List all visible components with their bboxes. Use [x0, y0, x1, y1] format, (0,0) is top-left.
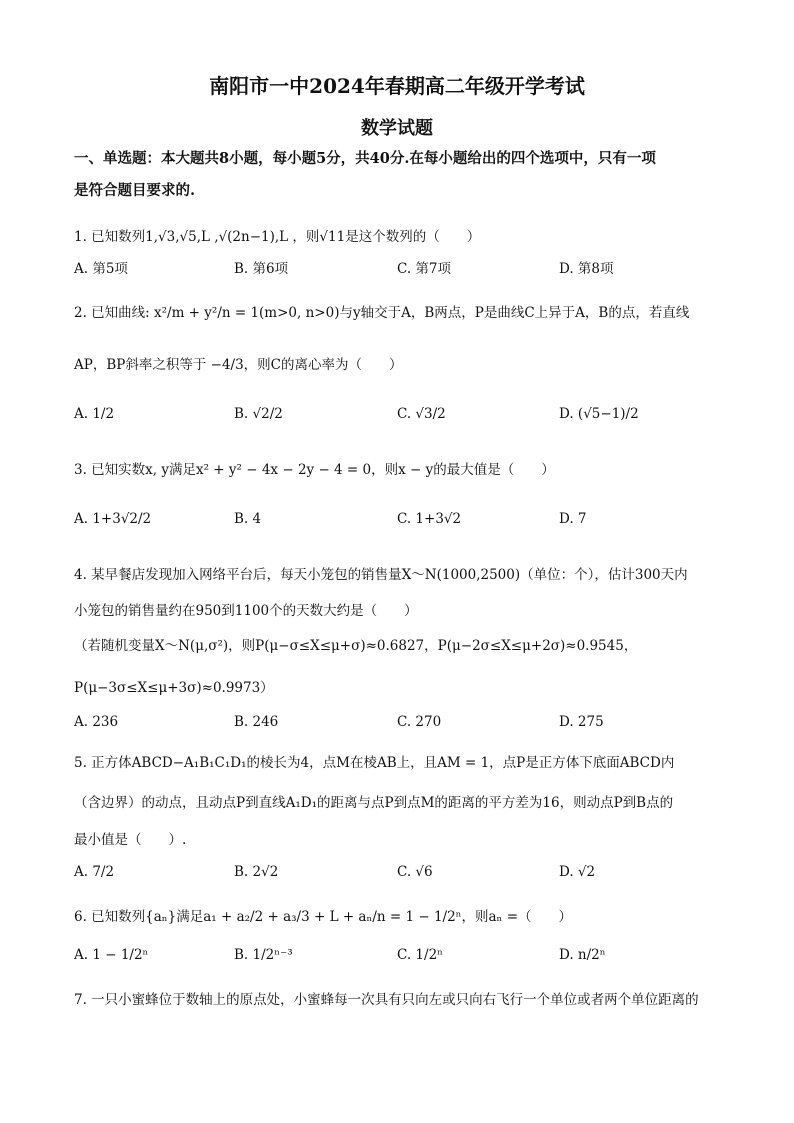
question-2-stem-line-2: AP，BP斜率之积等于 −4/3，则C的离心率为（ ）	[74, 357, 403, 373]
exam-title: 南阳市一中2024年春期高二年级开学考试	[209, 74, 585, 98]
question-5-stem-line-1: 5. 正方体ABCD−A₁B₁C₁D₁的棱长为4，点M在棱AB上，且AM = 1，点P是正方体下底面ABCD内	[74, 755, 675, 771]
q6-option-c: C. 1/2ⁿ	[397, 947, 443, 963]
q1-option-a: A. 第5项	[74, 261, 128, 277]
q3-option-b: B. 4	[234, 511, 262, 527]
q2-option-c: C. √3/2	[397, 406, 446, 422]
question-4-stem-line-4: P(μ−3σ≤X≤μ+3σ)≈0.9973）	[74, 680, 274, 696]
q3-option-c: C. 1+3√2	[397, 511, 462, 527]
q2-option-a: A. 1/2	[74, 406, 115, 422]
q4-option-b: B. 246	[234, 714, 279, 730]
section-heading-line-1: 一、单选题：本大题共8小题，每小题5分，共40分.在每小题给出的四个选项中，只有一项	[74, 150, 656, 167]
question-4-stem-line-1: 4. 某早餐店发现加入网络平台后，每天小笼包的销售量X～N(1000,2500)（单位：个），估计300天内	[74, 567, 688, 583]
exam-subtitle: 数学试题	[361, 118, 433, 139]
question-1-stem: 1. 已知数列1,√3,√5,L ,√(2n−1),L ，则√11是这个数列的（ ）	[74, 229, 481, 245]
q5-option-a: A. 7/2	[74, 864, 115, 880]
q2-option-d: D. (√5−1)/2	[559, 406, 639, 422]
question-5-stem-line-3: 最小值是（ ）.	[74, 832, 187, 848]
q5-option-d: D. √2	[559, 864, 596, 880]
q3-option-d: D. 7	[559, 511, 587, 527]
q1-option-b: B. 第6项	[234, 261, 289, 277]
question-4-stem-line-3: （若随机变量X～N(μ,σ²)，则P(μ−σ≤X≤μ+σ)≈0.6827，P(μ−2σ≤X≤μ+2σ)≈0.9545，	[74, 638, 638, 654]
question-2-stem-line-1: 2. 已知曲线: x²/m + y²/n = 1(m>0, n>0)与y轴交于A，B两点，P是曲线C上异于A，B的点，若直线	[74, 305, 690, 321]
q4-option-c: C. 270	[397, 714, 442, 730]
section-heading-line-2: 是符合题目要求的.	[74, 182, 196, 199]
q1-option-c: C. 第7项	[397, 261, 452, 277]
q6-option-d: D. n/2ⁿ	[559, 947, 606, 963]
q6-option-b: B. 1/2ⁿ⁻³	[234, 947, 293, 963]
question-5-stem-line-2: （含边界）的动点，且动点P到直线A₁D₁的距离与点P到点M的距离的平方差为16，则动点P到B点的	[74, 795, 674, 811]
q5-option-b: B. 2√2	[234, 864, 279, 880]
q1-option-d: D. 第8项	[559, 261, 614, 277]
q4-option-a: A. 236	[74, 714, 119, 730]
question-7-stem: 7. 一只小蜜蜂位于数轴上的原点处，小蜜蜂每一次具有只向左或只向右飞行一个单位或者两个单位距离的	[74, 992, 699, 1008]
q5-option-c: C. √6	[397, 864, 433, 880]
question-4-stem-line-2: 小笼包的销售量约在950到1100个的天数大约是（ ）	[74, 603, 418, 619]
q2-option-b: B. √2/2	[234, 406, 283, 422]
q6-option-a: A. 1 − 1/2ⁿ	[74, 947, 149, 963]
question-3-stem: 3. 已知实数x, y满足x² + y² − 4x − 2y − 4 = 0，则x − y的最大值是（ ）	[74, 462, 555, 478]
question-6-stem: 6. 已知数列{aₙ}满足a₁ + a₂/2 + a₃/3 + L + aₙ/n = 1 − 1/2ⁿ，则aₙ =（ ）	[74, 909, 573, 925]
q3-option-a: A. 1+3√2/2	[74, 511, 152, 527]
q4-option-d: D. 275	[559, 714, 604, 730]
